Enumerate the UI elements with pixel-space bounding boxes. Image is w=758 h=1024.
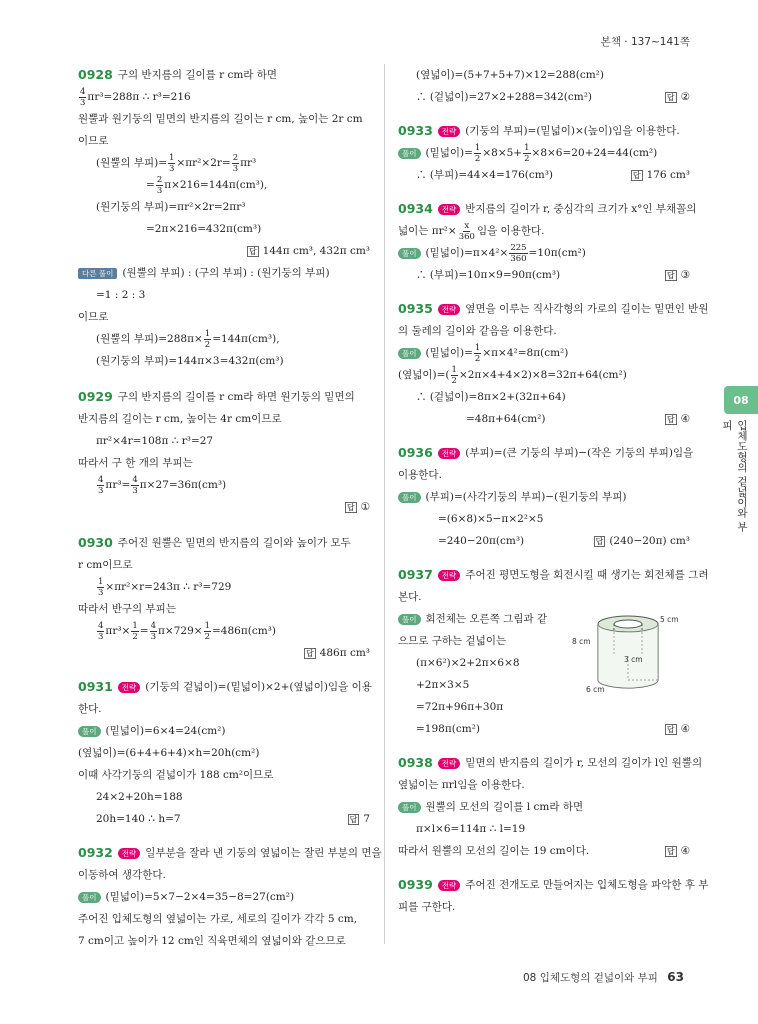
column-divider — [384, 64, 385, 944]
solution-badge: 풀이 — [398, 802, 421, 813]
text-line — [78, 786, 370, 808]
math-text: 주어진 전개도로 만들어지는 입체도형을 파악한 후 부 — [465, 879, 709, 891]
fraction-numerator: x — [464, 220, 470, 231]
math-text: 원뿔의 모선의 길이를 l cm라 하면 — [425, 801, 584, 813]
strategy-badge: 전략 — [438, 126, 461, 137]
strategy-badge: 전략 — [438, 304, 461, 315]
math-text: (밑넓이)=5×7−2×4=35−8=27(cm²) — [105, 891, 295, 903]
math-text: 넓이는 πr²× — [398, 225, 457, 237]
problem-0936 — [398, 442, 694, 552]
math-text: 임을 이용한다. — [476, 225, 545, 237]
math-text: ×πr²×r=243π ∴ r³=729 — [105, 581, 232, 593]
fraction-denominator: 3 — [156, 185, 163, 196]
text-line — [78, 532, 370, 554]
text-line — [78, 676, 370, 698]
fraction-denominator: 3 — [150, 631, 157, 642]
answer-value: ② — [680, 91, 690, 103]
math-text: +2π×3×5 — [416, 679, 470, 691]
fraction-numerator: 2 — [232, 152, 239, 163]
problem-number: 0939 — [398, 877, 433, 892]
math-text: 이므로 — [78, 135, 109, 147]
text-line — [78, 306, 370, 328]
text-line — [78, 240, 370, 262]
problem-0930 — [78, 532, 370, 664]
math-text: 144π cm³, 432π cm³ — [262, 245, 370, 257]
fraction-numerator: 4 — [98, 620, 104, 631]
fraction-denominator: 2 — [204, 631, 210, 642]
text-line — [78, 842, 382, 864]
text-line — [78, 218, 370, 240]
math-text: r cm이므로 — [78, 559, 133, 571]
text-line — [398, 264, 690, 286]
math-text: 주어진 원뿔은 밑면의 반지름의 길이와 높이가 모두 — [117, 537, 351, 549]
math-text: ×π×4²=8π(cm²) — [482, 347, 569, 359]
text-line — [398, 120, 690, 142]
math-text: =240−20π(cm³) — [438, 535, 525, 547]
fraction-denominator: 3 — [232, 163, 239, 174]
answer-value: ③ — [680, 269, 690, 281]
fraction-denominator: 3 — [98, 587, 104, 598]
fraction — [131, 621, 138, 642]
problem-0939 — [398, 874, 709, 918]
answer-mark-icon: 답 — [666, 846, 675, 856]
math-text: 본다. — [398, 591, 422, 603]
math-text: 이용한다. — [398, 469, 442, 481]
strategy-badge: 전략 — [438, 880, 461, 891]
math-text: πr³=288π ∴ r³=216 — [87, 91, 191, 103]
strategy-badge: 전략 — [118, 848, 141, 859]
problem-number: 0937 — [398, 567, 433, 582]
fraction-numerator: 1 — [474, 142, 481, 153]
text-line — [78, 698, 370, 720]
text-line — [78, 196, 370, 218]
math-text: (원뿔의 부피) : (구의 부피) : (원기둥의 부피) — [122, 267, 330, 279]
fraction-denominator: 2 — [132, 631, 138, 642]
text-line — [398, 64, 690, 86]
math-text: (밑넓이)=π×4²× — [425, 247, 509, 259]
page-footer — [523, 970, 684, 985]
text-line — [78, 86, 370, 108]
solution-badge: 풀이 — [398, 348, 421, 359]
fraction — [451, 365, 458, 386]
right-column — [398, 64, 709, 930]
problem-0932-continued — [398, 64, 690, 108]
answer-value: ④ — [680, 723, 690, 735]
answer-mark-icon: 답 — [595, 536, 604, 546]
problem-0931 — [78, 676, 370, 830]
math-text: ×πr²×2r= — [176, 157, 231, 169]
math-text: =486π(cm³) — [211, 625, 276, 637]
answer-value: ④ — [680, 413, 690, 425]
answer-mark-icon: 답 — [346, 502, 355, 512]
math-text: (옆넓이)=( — [398, 369, 450, 381]
solution-badge: 풀이 — [398, 614, 421, 625]
math-text: 옆면을 이루는 직사각형의 가로의 길이는 밑면인 반원 — [465, 303, 709, 315]
problem-0933 — [398, 120, 690, 186]
text-line — [78, 742, 370, 764]
text-line — [78, 808, 370, 830]
text-line — [398, 564, 709, 586]
text-line — [398, 220, 690, 242]
solution-badge: 풀이 — [398, 248, 421, 259]
math-text: (π×6²)×2+2π×6×8 — [416, 657, 520, 669]
text-line — [398, 774, 690, 796]
answer-mark-icon: 답 — [349, 814, 358, 824]
math-text: 피를 구한다. — [398, 901, 456, 913]
text-line — [398, 86, 690, 108]
answer-mark-icon: 답 — [666, 92, 675, 102]
math-text: 486π cm³ — [319, 647, 370, 659]
alt-solution-badge: 다른 풀이 — [78, 268, 117, 279]
fraction — [232, 153, 239, 174]
answer-mark-icon: 답 — [666, 270, 675, 280]
fraction-numerator: 1 — [98, 576, 104, 587]
fraction-numerator: 4 — [98, 474, 104, 485]
strategy-badge: 전략 — [438, 570, 461, 581]
page-reference: 본책 · 137~141쪽 — [600, 36, 690, 48]
text-line — [398, 386, 690, 408]
fraction-numerator: 4 — [132, 474, 138, 485]
text-line — [78, 408, 370, 430]
answer-value: ④ — [680, 845, 690, 857]
math-text: (기둥의 부피)=(밑넓이)×(높이)임을 이용한다. — [465, 125, 680, 137]
text-line — [78, 174, 370, 196]
chapter-number: 08 — [724, 386, 758, 414]
math-text: (밑넓이)= — [425, 347, 473, 359]
math-text: πr²×4r=108π ∴ r³=27 — [96, 435, 214, 447]
math-text: ∴ (부피)=44×4=176(cm³) — [416, 169, 554, 181]
math-text: (부피)=(사각기둥의 부피)−(원기둥의 부피) — [425, 491, 627, 503]
math-text: 일부분을 잘라 낸 기둥의 옆넓이는 잘린 부분의 면을 — [145, 847, 382, 859]
fraction — [204, 621, 211, 642]
math-text: (밑넓이)= — [425, 147, 473, 159]
text-line — [398, 298, 709, 320]
problem-number: 0934 — [398, 201, 433, 216]
problem-number: 0928 — [78, 67, 113, 82]
math-text: =72π+96π+30π — [416, 701, 504, 713]
fraction-numerator: 4 — [80, 86, 86, 97]
math-text: 이동하여 생각한다. — [78, 869, 166, 881]
figure-label-5cm: 5 cm — [660, 615, 679, 624]
fraction-numerator: 1 — [204, 620, 210, 631]
figure-label-3cm: 3 cm — [624, 655, 643, 664]
text-line — [398, 464, 690, 486]
math-text: =1 : 2 : 3 — [96, 289, 146, 301]
answer-mark-icon: 답 — [305, 648, 314, 658]
fraction — [131, 475, 138, 496]
strategy-badge: 전략 — [438, 204, 461, 215]
problem-number: 0936 — [398, 445, 433, 460]
problem-number: 0931 — [78, 679, 113, 694]
text-line — [398, 142, 690, 164]
fraction — [97, 475, 104, 496]
text-line — [78, 930, 370, 952]
math-text: 의 둘레의 길이와 같음을 이용한다. — [398, 325, 557, 337]
page-number: 63 — [667, 970, 684, 984]
text-line — [78, 64, 370, 86]
text-line — [398, 508, 690, 530]
math-text: 옆넓이는 πrl임을 이용한다. — [398, 779, 525, 791]
math-text: (밑넓이)=6×4=24(cm²) — [105, 725, 226, 737]
cylinder-figure — [572, 610, 690, 702]
text-line — [78, 130, 370, 152]
fraction-numerator: 1 — [204, 328, 211, 339]
answer-mark-icon: 답 — [632, 170, 641, 180]
text-line — [398, 442, 694, 464]
math-text: (부피)=(큰 기둥의 부피)−(작은 기둥의 부피)임을 — [465, 447, 694, 459]
fraction-numerator: 1 — [169, 152, 175, 163]
problem-0934 — [398, 198, 697, 286]
math-text: 구의 반지름의 길이를 r cm라 하면 — [117, 69, 278, 81]
text-line — [78, 152, 370, 174]
answer-value: 176 cm³ — [646, 169, 690, 181]
math-text: =2π×216=432π(cm³) — [146, 223, 262, 235]
fraction-denominator: 360 — [510, 253, 527, 264]
math-text: =48π+64(cm²) — [466, 413, 546, 425]
math-text: 밑면의 반지름의 길이가 r, 모선의 길이가 l인 원뿔의 — [465, 757, 703, 769]
math-text: 구의 반지름의 길이를 r cm라 하면 원기둥의 밑면의 — [117, 391, 355, 403]
fraction-numerator: 1 — [132, 620, 138, 631]
problem-number: 0938 — [398, 755, 433, 770]
fraction-denominator: 3 — [98, 631, 104, 642]
text-line — [398, 242, 690, 264]
math-text: = — [139, 625, 149, 637]
math-text: 따라서 구 한 개의 부피는 — [78, 457, 193, 469]
fraction-numerator: 225 — [510, 242, 527, 253]
answer-mark-icon: 답 — [666, 724, 675, 734]
problem-0928 — [78, 64, 370, 372]
text-line — [78, 908, 370, 930]
math-text: ∴ (겉넓이)=8π×2+(32π+64) — [416, 391, 566, 403]
math-text: πr³ — [240, 157, 257, 169]
figure-label-6cm: 6 cm — [586, 685, 605, 694]
math-text: ∴ (겉넓이)=27×2+288=342(cm²) — [416, 91, 593, 103]
fraction — [204, 329, 211, 350]
text-line — [78, 764, 370, 786]
math-text: (옆넓이)=(6+4+6+4)×h=20h(cm²) — [78, 747, 260, 759]
problem-number: 0932 — [78, 845, 113, 860]
solution-badge: 풀이 — [78, 892, 101, 903]
fraction — [474, 143, 481, 164]
math-text: (원기둥의 부피)=144π×3=432π(cm³) — [96, 355, 284, 367]
fraction-denominator: 2 — [204, 339, 211, 350]
math-text: ×2π×4+4×2)×8=32π+64(cm²) — [458, 369, 627, 381]
math-text: 원뿔과 원기둥의 밑면의 반지름의 길이는 r cm, 높이는 2r cm — [78, 113, 363, 125]
math-text: (옆넓이)=(5+7+5+7)×12=288(cm²) — [416, 69, 604, 81]
problem-0932 — [78, 842, 382, 952]
math-text: =10π(cm²) — [528, 247, 586, 259]
math-text: 20h=140 ∴ h=7 — [96, 813, 181, 825]
text-line — [78, 284, 370, 306]
text-line — [78, 886, 370, 908]
math-text: 으므로 구하는 겉넓이는 — [398, 635, 507, 647]
fraction-denominator: 2 — [474, 353, 481, 364]
math-text: ∴ (부피)=10π×9=90π(cm³) — [416, 269, 561, 281]
math-text: 7 cm이고 높이가 12 cm인 직육면체의 옆넓이와 같으므로 — [78, 935, 346, 947]
left-column — [78, 64, 382, 964]
fraction — [156, 175, 163, 196]
fraction — [97, 621, 104, 642]
math-text: (원기둥의 부피)=πr²×2r=2πr³ — [96, 201, 246, 213]
math-text: (기둥의 겉넓이)=(밑넓이)×2+(옆넓이)임을 이용 — [145, 681, 372, 693]
answer-value: 7 — [363, 813, 370, 825]
text-line — [398, 530, 690, 552]
math-text: 주어진 입체도형의 옆넓이는 가로, 세로의 길이가 각각 5 cm, — [78, 913, 358, 925]
chapter-side-tab — [721, 386, 758, 536]
problem-0935 — [398, 298, 709, 430]
text-line — [78, 720, 370, 742]
fraction — [458, 221, 476, 242]
fraction-numerator: 1 — [474, 342, 481, 353]
text-line — [398, 164, 690, 186]
math-text: 따라서 원뿔의 모선의 길이는 19 cm이다. — [398, 845, 590, 857]
answer-mark-icon: 답 — [248, 246, 257, 256]
figure-label-8cm: 8 cm — [572, 637, 591, 646]
problem-number: 0933 — [398, 123, 433, 138]
solution-badge: 풀이 — [398, 148, 421, 159]
math-text: 회전체는 오른쪽 그림과 같 — [425, 613, 548, 625]
math-text: 반지름의 길이는 r cm, 높이는 4r cm이므로 — [78, 413, 282, 425]
text-line — [398, 364, 690, 386]
problem-0929 — [78, 386, 370, 518]
text-line — [78, 642, 370, 664]
math-text: =144π(cm³), — [212, 333, 280, 345]
strategy-badge: 전략 — [438, 758, 461, 769]
math-text: πr³× — [105, 625, 131, 637]
fraction-numerator: 4 — [150, 620, 157, 631]
fraction — [150, 621, 157, 642]
fraction — [97, 577, 104, 598]
text-line — [78, 598, 370, 620]
text-line — [78, 108, 370, 130]
text-line — [78, 554, 370, 576]
text-line — [78, 386, 370, 408]
text-line — [398, 408, 690, 430]
solution-badge: 풀이 — [78, 726, 101, 737]
fraction-denominator: 360 — [458, 231, 475, 242]
math-text: (원뿔의 부피)= — [96, 157, 168, 169]
math-text: ×8×5+ — [482, 147, 523, 159]
fraction-numerator: 1 — [451, 364, 457, 375]
math-text: (원뿔의 부피)=288π× — [96, 333, 203, 345]
fraction-numerator: 1 — [524, 142, 530, 153]
math-text: =(6×8)×5−π×2²×5 — [438, 513, 544, 525]
text-line — [398, 320, 690, 342]
text-line — [78, 620, 370, 642]
math-text: 따라서 반구의 부피는 — [78, 603, 176, 615]
fraction — [509, 243, 527, 264]
fraction — [168, 153, 175, 174]
problem-number: 0935 — [398, 301, 433, 316]
text-line — [398, 796, 690, 818]
text-line — [78, 262, 370, 284]
problem-0938 — [398, 752, 703, 862]
math-text: =198π(cm²) — [416, 723, 480, 735]
text-line — [78, 474, 370, 496]
text-line — [398, 718, 690, 740]
fraction-denominator: 3 — [98, 485, 104, 496]
text-line — [78, 576, 370, 598]
fraction-denominator: 3 — [169, 163, 175, 174]
text-line — [398, 896, 690, 918]
math-text: π×l×6=114π ∴ l=19 — [416, 823, 526, 835]
strategy-badge: 전략 — [438, 448, 461, 459]
math-text: πr³= — [105, 479, 131, 491]
math-text: π×729× — [158, 625, 203, 637]
answer-value: (240−20π) cm³ — [609, 535, 690, 547]
problem-0937 — [398, 564, 709, 740]
math-text: = — [146, 179, 155, 191]
text-line — [78, 328, 370, 350]
fraction-denominator: 3 — [80, 97, 86, 108]
text-line — [398, 342, 690, 364]
math-text: 한다. — [78, 703, 102, 715]
footer-chapter-label: 08 입체도형의 겉넓이와 부피 — [523, 972, 658, 984]
text-line — [398, 486, 690, 508]
fraction-denominator: 2 — [474, 153, 481, 164]
strategy-badge: 전략 — [118, 682, 141, 693]
text-line — [78, 496, 370, 518]
math-text: 이때 사각기둥의 겉넓이가 188 cm²이므로 — [78, 769, 274, 781]
problem-number: 0930 — [78, 535, 113, 550]
math-text: ×8×6=20+24=44(cm²) — [531, 147, 658, 159]
problem-number: 0929 — [78, 389, 113, 404]
chapter-title: 입체도형의 겉넓이와 부피 — [721, 420, 748, 532]
math-text: ① — [360, 501, 370, 513]
text-line — [398, 198, 697, 220]
math-text: 주어진 평면도형을 회전시킬 때 생기는 회전체를 그려 — [465, 569, 709, 581]
text-line — [398, 818, 690, 840]
fraction — [79, 87, 86, 108]
math-text: π×216=144π(cm³), — [164, 179, 268, 191]
fraction-denominator: 3 — [132, 485, 138, 496]
text-line — [78, 452, 370, 474]
fraction — [523, 143, 530, 164]
solution-badge: 풀이 — [398, 492, 421, 503]
fraction-numerator: 2 — [156, 174, 163, 185]
text-line — [398, 874, 709, 896]
fraction-denominator: 2 — [524, 153, 530, 164]
math-text: 24×2+20h=188 — [96, 791, 183, 803]
text-line — [78, 350, 370, 372]
answer-mark-icon: 답 — [666, 414, 675, 424]
text-line — [398, 586, 690, 608]
math-text: 이므로 — [78, 311, 109, 323]
text-line — [78, 864, 370, 886]
fraction — [474, 343, 481, 364]
math-text: 반지름의 길이가 r, 중심각의 크기가 x°인 부채꼴의 — [465, 203, 697, 215]
text-line — [78, 430, 370, 452]
text-line — [398, 840, 690, 862]
fraction-denominator: 2 — [451, 375, 457, 386]
text-line — [398, 752, 703, 774]
math-text: π×27=36π(cm³) — [139, 479, 227, 491]
